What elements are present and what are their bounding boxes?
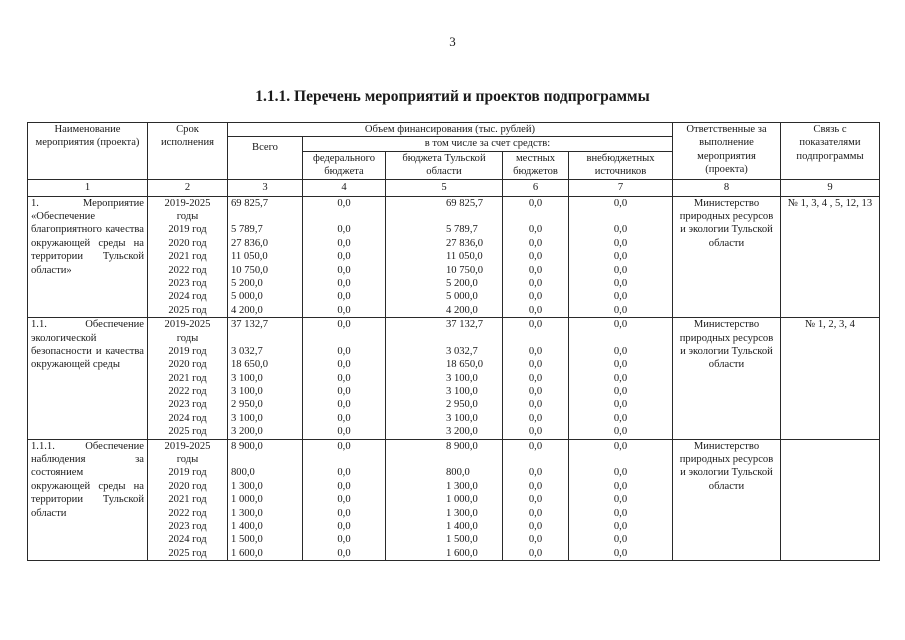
table-row <box>28 318 880 440</box>
header-extra: внебюджетных источников <box>569 151 673 179</box>
regional-value: 3 032,7 <box>446 345 478 357</box>
local-value: 0,0 <box>528 426 543 438</box>
local-value: 0,0 <box>528 319 543 331</box>
document-title: 1.1.1. Перечень мероприятий и проектов подпрограммы <box>255 88 650 105</box>
local-value: 0,0 <box>528 291 543 303</box>
local-value: 0,0 <box>528 440 543 452</box>
regional-cell <box>386 439 503 561</box>
header-funding: Объем финансирования (тыс. рублей) <box>228 123 673 137</box>
total-value: 5 000,0 <box>231 291 263 303</box>
local-value: 0,0 <box>528 494 543 506</box>
regional-value <box>446 332 499 345</box>
column-number: 9 <box>781 179 880 196</box>
term-value: 2024 год <box>168 412 207 424</box>
regional-value: 69 825,7 <box>446 197 484 209</box>
local-value: 0,0 <box>528 359 543 371</box>
header-name: Наименование мероприятия (проекта) <box>28 123 148 180</box>
federal-value: 0,0 <box>337 426 351 438</box>
column-number: 4 <box>303 179 386 196</box>
column-number: 1 <box>28 179 148 196</box>
federal-value: 0,0 <box>337 224 351 236</box>
extra-cell <box>569 439 673 561</box>
federal-value: 0,0 <box>337 304 351 316</box>
federal-value: 0,0 <box>337 251 351 263</box>
total-value: 8 900,0 <box>231 440 263 452</box>
regional-value: 1 300,0 <box>446 480 478 492</box>
term-value: годы <box>176 332 199 344</box>
term-cell <box>148 439 228 561</box>
responsible-cell: Министерство природных ресурсов и экологии Тульской области <box>673 318 781 440</box>
term-value: 2023 год <box>168 521 207 532</box>
federal-value: 0,0 <box>337 372 351 384</box>
total-cell <box>228 439 303 561</box>
federal-value: 0,0 <box>337 494 351 506</box>
column-number: 2 <box>148 179 228 196</box>
term-value: 2021 год <box>168 372 207 384</box>
extra-value: 0,0 <box>613 372 628 384</box>
term-value: 2024 год <box>168 534 207 546</box>
header-responsible: Ответственные за выполнение мероприятия (проекта) <box>673 123 781 180</box>
total-value: 10 750,0 <box>231 264 269 276</box>
term-value: 2019 год <box>168 467 207 479</box>
extra-value: 0,0 <box>613 359 628 371</box>
local-value: 0,0 <box>528 237 543 249</box>
term-value: 2020 год <box>168 359 207 371</box>
federal-value: 0,0 <box>337 319 351 331</box>
total-value <box>231 210 299 223</box>
federal-value <box>306 332 382 345</box>
extra-value: 0,0 <box>613 480 628 492</box>
extra-value: 0,0 <box>613 237 628 249</box>
total-cell <box>228 196 303 318</box>
indicator-links-cell: № 1, 2, 3, 4 <box>781 318 880 440</box>
term-value: 2022 год <box>168 264 207 276</box>
extra-value: 0,0 <box>613 440 628 452</box>
extra-value: 0,0 <box>613 412 628 424</box>
federal-value: 0,0 <box>337 386 351 398</box>
local-cell <box>503 439 569 561</box>
regional-value: 3 100,0 <box>446 412 478 424</box>
regional-value: 3 200,0 <box>446 426 478 438</box>
extra-value: 0,0 <box>613 467 628 479</box>
extra-value: 0,0 <box>613 197 628 209</box>
header-federal: федерального бюджета <box>303 151 386 179</box>
extra-value: 0,0 <box>613 399 628 411</box>
regional-value: 5 200,0 <box>446 277 478 289</box>
total-cell <box>228 318 303 440</box>
regional-value: 37 132,7 <box>446 319 484 331</box>
extra-value: 0,0 <box>613 426 628 438</box>
extra-value: 0,0 <box>613 277 628 289</box>
header-row-top <box>28 123 880 137</box>
column-number: 6 <box>503 179 569 196</box>
total-value: 3 100,0 <box>231 412 263 424</box>
local-value <box>506 453 565 466</box>
activities-table <box>27 122 880 561</box>
extra-value: 0,0 <box>613 291 628 303</box>
federal-value: 0,0 <box>337 277 351 289</box>
table-row <box>28 196 880 318</box>
regional-cell <box>386 318 503 440</box>
regional-cell <box>386 196 503 318</box>
header-total: Всего <box>228 137 303 179</box>
local-value: 0,0 <box>528 534 543 546</box>
local-value: 0,0 <box>528 386 543 398</box>
local-value: 0,0 <box>528 507 543 519</box>
term-value: 2025 год <box>168 304 207 316</box>
page-number: 3 <box>449 34 456 49</box>
extra-value: 0,0 <box>613 494 628 506</box>
total-value: 27 836,0 <box>231 237 269 249</box>
term-value: 2019 год <box>168 224 207 236</box>
total-value: 11 050,0 <box>231 251 268 263</box>
extra-value: 0,0 <box>613 319 628 331</box>
activity-name: 1.1. Обеспечение экологической безопасности и качества окружающей среды <box>28 318 148 440</box>
extra-value: 0,0 <box>613 224 628 236</box>
regional-value: 1 500,0 <box>446 534 478 546</box>
term-value: 2023 год <box>168 277 207 289</box>
total-value: 800,0 <box>231 467 255 479</box>
extra-value: 0,0 <box>613 386 628 398</box>
federal-value: 0,0 <box>337 547 351 559</box>
regional-value: 3 100,0 <box>446 386 478 398</box>
extra-value: 0,0 <box>613 251 628 263</box>
total-value: 1 300,0 <box>231 480 263 492</box>
header-regional: бюджета Тульской области <box>386 151 503 179</box>
total-value: 1 500,0 <box>231 534 263 546</box>
activity-name: 1.1.1. Обеспечение наблюдения за состоянием окружающей среды на территории Тульской области <box>28 439 148 561</box>
local-value: 0,0 <box>528 547 543 559</box>
federal-value: 0,0 <box>337 412 351 424</box>
federal-value: 0,0 <box>337 399 351 411</box>
federal-value: 0,0 <box>337 507 351 519</box>
total-value: 3 100,0 <box>231 372 263 384</box>
federal-value <box>306 210 382 223</box>
indicator-links-cell <box>781 439 880 561</box>
extra-value: 0,0 <box>613 304 628 316</box>
extra-value: 0,0 <box>613 521 628 532</box>
extra-value: 0,0 <box>613 534 628 546</box>
extra-value <box>572 332 669 345</box>
local-value: 0,0 <box>528 467 543 479</box>
total-value: 1 000,0 <box>231 494 263 506</box>
total-value: 3 200,0 <box>231 426 263 438</box>
federal-value: 0,0 <box>337 521 351 532</box>
responsible-cell: Министерство природных ресурсов и экологии Тульской области <box>673 439 781 561</box>
activity-name: 1. Мероприятие «Обеспечение благоприятного качества окружающей среды на территории Тульской области» <box>28 196 148 318</box>
regional-value: 18 650,0 <box>446 359 484 371</box>
total-value <box>231 453 299 466</box>
federal-value: 0,0 <box>337 359 351 371</box>
header-term: Срок исполнения <box>148 123 228 180</box>
header-including: в том числе за счет средств: <box>303 137 673 151</box>
term-value: 2019-2025 <box>164 197 211 209</box>
federal-value: 0,0 <box>337 237 351 249</box>
regional-value: 1 400,0 <box>446 521 478 532</box>
local-value: 0,0 <box>528 399 543 411</box>
term-value: 2020 год <box>168 480 207 492</box>
regional-value: 5 789,7 <box>446 224 478 236</box>
total-value <box>231 332 299 345</box>
local-value: 0,0 <box>528 251 543 263</box>
total-value: 1 600,0 <box>231 547 263 559</box>
regional-value: 10 750,0 <box>446 264 484 276</box>
total-value: 37 132,7 <box>231 319 269 331</box>
indicator-links-cell: № 1, 3, 4 , 5, 12, 13 <box>781 196 880 318</box>
term-value: годы <box>176 454 199 466</box>
term-value: 2025 год <box>168 547 207 559</box>
term-value: 2023 год <box>168 399 207 411</box>
extra-value <box>572 210 669 223</box>
federal-cell <box>303 196 386 318</box>
total-value: 2 950,0 <box>231 399 263 411</box>
term-value: 2021 год <box>168 251 207 263</box>
local-value: 0,0 <box>528 264 543 276</box>
regional-value: 800,0 <box>446 467 470 479</box>
local-value: 0,0 <box>528 480 543 492</box>
total-value: 3 032,7 <box>231 345 263 357</box>
column-number: 7 <box>569 179 673 196</box>
total-value: 69 825,7 <box>231 197 269 209</box>
extra-value: 0,0 <box>613 507 628 519</box>
federal-value: 0,0 <box>337 534 351 546</box>
total-value: 1 400,0 <box>231 521 263 532</box>
regional-value <box>446 453 499 466</box>
table-row <box>28 439 880 561</box>
term-value: 2019-2025 <box>164 319 211 331</box>
regional-value: 11 050,0 <box>446 251 483 263</box>
regional-value: 8 900,0 <box>446 440 478 452</box>
term-value: 2024 год <box>168 291 207 303</box>
term-value: 2022 год <box>168 507 207 519</box>
extra-value: 0,0 <box>613 547 628 559</box>
local-value: 0,0 <box>528 372 543 384</box>
local-value <box>506 332 565 345</box>
federal-value: 0,0 <box>337 345 351 357</box>
federal-value: 0,0 <box>337 291 351 303</box>
extra-cell <box>569 196 673 318</box>
term-value: 2022 год <box>168 386 207 398</box>
regional-value: 5 000,0 <box>446 291 478 303</box>
regional-value: 1 300,0 <box>446 507 478 519</box>
federal-value: 0,0 <box>337 440 351 452</box>
column-number: 5 <box>386 179 503 196</box>
extra-value: 0,0 <box>613 345 628 357</box>
regional-value <box>446 210 499 223</box>
total-value: 1 300,0 <box>231 507 263 519</box>
term-value: 2019 год <box>168 345 207 357</box>
regional-value: 1 600,0 <box>446 547 478 559</box>
federal-value <box>306 453 382 466</box>
local-value: 0,0 <box>528 412 543 424</box>
local-value <box>506 210 565 223</box>
header-links: Связь с показателями подпрограммы <box>781 123 880 180</box>
regional-value: 1 000,0 <box>446 494 478 506</box>
federal-cell <box>303 439 386 561</box>
regional-value: 27 836,0 <box>446 237 484 249</box>
term-value: 2020 год <box>168 237 207 249</box>
total-value: 4 200,0 <box>231 304 263 316</box>
local-value: 0,0 <box>528 345 543 357</box>
total-value: 18 650,0 <box>231 359 269 371</box>
local-value: 0,0 <box>528 521 543 532</box>
term-cell <box>148 196 228 318</box>
federal-value: 0,0 <box>337 197 351 209</box>
total-value: 5 200,0 <box>231 277 263 289</box>
column-number: 8 <box>673 179 781 196</box>
term-value: 2019-2025 <box>164 440 211 452</box>
responsible-cell: Министерство природных ресурсов и экологии Тульской области <box>673 196 781 318</box>
table-body <box>28 196 880 561</box>
regional-value: 4 200,0 <box>446 304 478 316</box>
extra-cell <box>569 318 673 440</box>
local-value: 0,0 <box>528 224 543 236</box>
column-number: 3 <box>228 179 303 196</box>
federal-cell <box>303 318 386 440</box>
extra-value: 0,0 <box>613 264 628 276</box>
total-value: 3 100,0 <box>231 386 263 398</box>
header-local: местных бюджетов <box>503 151 569 179</box>
local-cell <box>503 196 569 318</box>
column-numbers-row <box>28 179 880 196</box>
local-value: 0,0 <box>528 304 543 316</box>
term-cell <box>148 318 228 440</box>
local-value: 0,0 <box>528 197 543 209</box>
term-value: 2021 год <box>168 494 207 506</box>
local-cell <box>503 318 569 440</box>
local-value: 0,0 <box>528 277 543 289</box>
federal-value: 0,0 <box>337 264 351 276</box>
term-value: годы <box>176 211 199 223</box>
federal-value: 0,0 <box>337 467 351 479</box>
extra-value <box>572 453 669 466</box>
regional-value: 3 100,0 <box>446 372 478 384</box>
federal-value: 0,0 <box>337 480 351 492</box>
term-value: 2025 год <box>168 426 207 438</box>
regional-value: 2 950,0 <box>446 399 478 411</box>
total-value: 5 789,7 <box>231 224 263 236</box>
